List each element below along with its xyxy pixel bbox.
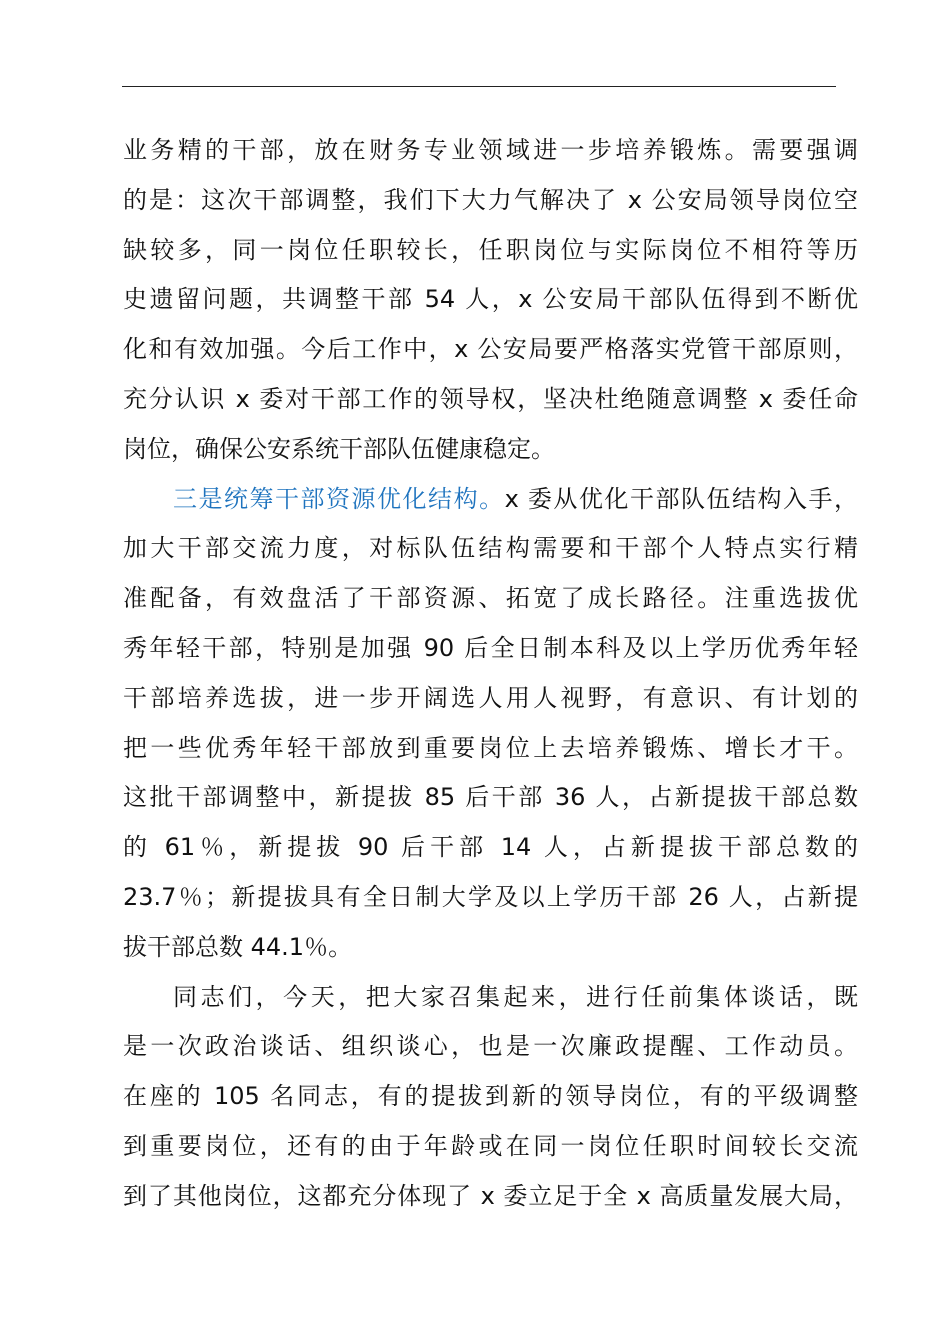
text-line: 的 61％，新提拔 90 后干部 14 人，占新提拔干部总数的 — [123, 833, 858, 862]
text-line: 到重要岗位，还有的由于年龄或在同一岗位任职时间较长交流 — [123, 1131, 858, 1160]
text-line: 是一次政治谈话、组织谈心，也是一次廉政提醒、工作动员。 — [123, 1032, 858, 1061]
text-line: 的是：这次干部调整，我们下大力气解决了 x 公安局领导岗位空 — [123, 185, 858, 214]
header-rule — [122, 86, 836, 87]
text-line: 拔干部总数 44.1％。 — [123, 932, 353, 961]
section-heading: 三是统筹干部资源优化结构。 — [173, 484, 505, 513]
text-segment: x 委从优化干部队伍结构入手， — [504, 484, 858, 513]
text-line: 岗位，确保公安系统干部队伍健康稳定。 — [123, 434, 555, 463]
text-line: 同志们，今天，把大家召集起来，进行任前集体谈话，既 — [173, 982, 858, 1011]
text-line: 充分认识 x 委对干部工作的领导权，坚决杜绝随意调整 x 委任命 — [123, 384, 858, 413]
text-line: 加大干部交流力度，对标队伍结构需要和干部个人特点实行精 — [123, 534, 858, 563]
text-line: 干部培养选拔，进一步开阔选人用人视野，有意识、有计划的 — [123, 683, 858, 712]
text-line: 缺较多，同一岗位任职较长，任职岗位与实际岗位不相符等历 — [123, 235, 858, 264]
section-paragraph-start — [123, 475, 858, 525]
document-body — [123, 126, 858, 1222]
text-line: 化和有效加强。今后工作中，x 公安局要严格落实党管干部原则， — [123, 335, 858, 364]
text-line: 秀年轻干部，特别是加强 90 后全日制本科及以上学历优秀年轻 — [123, 633, 858, 662]
text-line: 史遗留问题，共调整干部 54 人，x 公安局干部队伍得到不断优 — [123, 285, 858, 314]
text-line: 在座的 105 名同志，有的提拔到新的领导岗位，有的平级调整 — [123, 1082, 858, 1111]
text-line: 23.7％；新提拔具有全日制大学及以上学历干部 26 人，占新提 — [123, 882, 858, 911]
text-line: 这批干部调整中，新提拔 85 后干部 36 人，占新提拔干部总数 — [123, 783, 858, 812]
text-line: 把一些优秀年轻干部放到重要岗位上去培养锻炼、增长才干。 — [123, 733, 858, 762]
text-line: 业务精的干部，放在财务专业领域进一步培养锻炼。需要强调 — [123, 136, 858, 164]
text-line: 到了其他岗位，这都充分体现了 x 委立足于全 x 高质量发展大局， — [123, 1181, 858, 1210]
text-line: 准配备，有效盘活了干部资源、拓宽了成长路径。注重选拔优 — [123, 584, 858, 613]
